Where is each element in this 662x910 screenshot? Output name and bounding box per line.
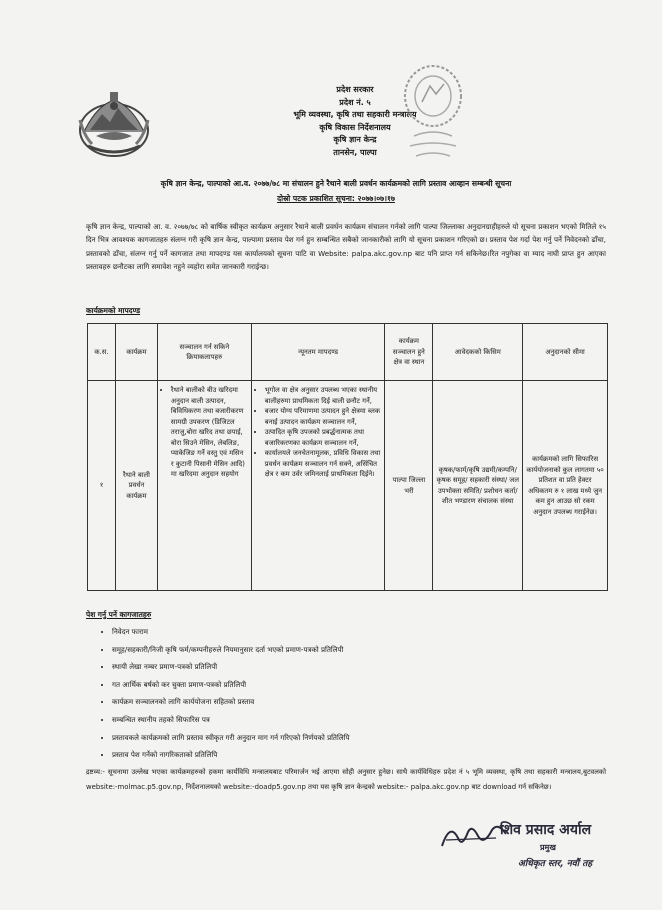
col-header-criteria: न्यूनतम मापदण्ड	[251, 324, 385, 381]
list-item: • सम्बन्धित स्थानीय तहको सिफारिस पत्र	[112, 711, 350, 729]
criteria-title: कार्यक्रमको मापदण्ड	[86, 306, 141, 315]
header-line-location: तानसेन, पाल्पा	[333, 147, 377, 157]
documents-list	[98, 623, 350, 764]
cell-sn: १	[88, 381, 116, 591]
criteria-table	[87, 323, 608, 591]
notice-edition: दोस्रो पटक प्रकाशित सूचना: २०७७।०७।१७	[277, 194, 395, 203]
header-line-directorate: कृषि विकास निर्देशनालय	[319, 122, 391, 132]
notice-body-paragraph: कृषि ज्ञान केन्द्र, पाल्पाको आ. व. २०७७/७८ को बार्षिक स्वीकृत कार्यक्रम अनुसार रैथाने बाली प्रवर्धन कार्यक्रम संचालन गर्नको लागि पाल्पा जिल्लाका अनुदानग्राहीहरुले यो सूचना प्रकाशन भएको मितिले १५ दिन भित्र आवश्यक कागजातहरु संलग्न गरी कृषि ज्ञान केन्द्र, पाल्पामा प्रस्ताव पेश गर्न हुन सम्बन्धित सबैको जानकारीको लागि यो सूचना प्रकाशन गरिएको छ। प्रस्ताव पेश गर्दा पेश गर्नु पर्ने निवेदनको ढाँचा, प्रस्तावको ढाँचा, संलग्न गर्नु पर्ने कागजात तथा मापदण्ड यस कार्यालयको सूचना पाटि वा Website: palpa.akc.gov.np बाट पनि प्राप्त गर्न सकिनेछ।रित नपुगेका वा म्याद नाघी प्राप्त हुन आएका प्रस्तावहरु छनौटका लागि समावेश नहुने व्यहोरा समेत जानकारी गराईन्छ।	[86, 222, 606, 272]
criteria-item: • बजार योग्य परिमाणमा उत्पादन हुने क्षेत्रमा ब्लक बनाई उत्पादन कार्यक्रम सञ्चालन गर्ने,	[265, 406, 382, 427]
notice-subject: कृषि ज्ञान केन्द्र, पाल्पाको आ.व. २०७७/७८ मा संचालन हुने रैथाने बाली प्रवर्धन कार्यक्रमको लागि प्रस्ताव आव्हान सम्बन्धी सूचना	[160, 179, 512, 188]
signatory-title: प्रमुख	[540, 843, 556, 852]
activity-item: • रैथाने बालीको बीउ खरिदमा अनुदान बाली उत्पादन, बिविधिकरण तथा बजारीकरण सामग्री उपकरण (डिजिटल तराजु,बोरा खरिद तथा छपाई, बोरा सिउने मेसिन, लेबलिङ, प्याकेजिङ गर्ने वस्तु एवं मसिन र कुटानी पिसानी मेसिन आदि) मा खरिदमा अनुदान सहयोग	[171, 385, 248, 480]
list-item: • गत आर्थिक बर्षको कर चुक्ता प्रमाण-पत्रको प्रतिलिपी	[112, 676, 350, 694]
table-row	[88, 381, 608, 591]
signatory-rank: अधिकृत स्तर, नवौं तह	[518, 859, 593, 869]
col-header-grant-limit: अनुदानको सीमा	[523, 324, 608, 381]
header-line-province-number: प्रदेश नं. ५	[339, 97, 371, 107]
cell-criteria	[251, 381, 385, 591]
header-line-knowledge-centre: कृषि ज्ञान केन्द्र	[333, 135, 377, 144]
col-header-sn: क.स.	[88, 324, 116, 381]
office-seal-stamp	[400, 62, 466, 162]
header-line-ministry: भूमि व्यवस्था, कृषि तथा सहकारी मन्त्रालय	[293, 110, 417, 119]
list-item: • समूह/सहकारी/निजी कृषि फर्म/कम्पनीहरुले नियमानुसार दर्ता भएको प्रमाण-पत्रको प्रतिलिपी	[112, 641, 350, 659]
header-line-province-government: प्रदेश सरकार	[336, 85, 374, 94]
cell-applicant: कृषक/फार्म/कृषि उद्यमी/कम्पनि/ कृषक समूह/ सहकारी संस्था/ जल उपभोक्ता समिति/ प्रशोधन कर्ता/ शीत भण्डारण संचालक संस्था	[433, 381, 523, 591]
criteria-item: • उत्पादित कृषि उपजको प्रबर्द्धनात्मक तथा बजारिकरणका कार्यक्रम सञ्चालन गर्ने,	[265, 427, 382, 448]
cell-program: रैथाने बाली प्रवर्धन कार्यक्रम	[115, 381, 157, 591]
cell-grant-limit: कार्यक्रमको लागि सिफारिस कार्ययोजनाको कुल लागतमा ५० प्रतिशत वा प्रति हेक्टर अधिकतम रु १ लाख मध्ये जुन कम हुन आउछ सो रकम अनुदान उपलब्ध गराईनेछ।	[523, 381, 608, 591]
nepal-emblem-icon	[76, 86, 152, 162]
criteria-item: • भूगोल वा क्षेत्र अनुसार उपलब्ध भएका स्थानीय बालीहरुमा प्राथमिकता दिई बाली छनौट गर्ने,	[265, 385, 382, 406]
cell-activities	[157, 381, 251, 591]
col-header-program: कार्यक्रम	[115, 324, 157, 381]
criteria-item: • कार्यालयले जनचेतनामूलक, प्रविधि विकास तथा प्रवर्धन कार्यक्रम सञ्चालन गर्न सक्ने, असिंचित क्षेत्र र कम उर्वर जमिनलाई प्राथमिकता दिईने।	[265, 448, 382, 480]
signatory-name: शिव प्रसाद अर्याल	[500, 822, 592, 838]
col-header-applicant: आवेदकको किसिम	[433, 324, 523, 381]
list-item: • स्थायी लेखा नम्बर प्रमाण-पत्रको प्रतिलिपी	[112, 658, 350, 676]
note-paragraph: द्रष्टव्य:- सूचनामा उल्लेख भएका कार्यक्रमहरुको हकमा कार्यविधि मन्त्रालयबाट परिमार्जन भई आएमा सोही अनुसार हुनेछ। साथै कार्यविधिहरु प्रदेश नं ५ भूमि व्यवस्था, कृषि तथा सहकारी मन्त्रालय,बुटवलको website:-molmac.p5.gov.np, निर्देशनालयको website:-doadp5.gov.np तथा यस कृषि ज्ञान केन्द्रको website:- palpa.akc.gov.np बाट download गर्न सकिनेछ।	[86, 768, 606, 791]
col-header-area: कार्यक्रम सञ्चालन हुने क्षेत्र वा स्थान	[385, 324, 433, 381]
cell-area: पाल्पा जिल्ला भरी	[385, 381, 433, 591]
list-item: • प्रस्तावकले कार्यक्रमको लागि प्रस्ताव स्वीकृत गरी अनुदान माग गर्न गरिएको निर्णयको प्रतिलिपि	[112, 729, 350, 747]
list-item: • निवेदन फाराम	[112, 623, 350, 641]
criteria-table-header-row	[88, 324, 608, 381]
col-header-activities: सञ्चालन गर्न सकिने क्रियाकलापहरु	[157, 324, 251, 381]
list-item: • कार्यक्रम सञ्चालनको लागि कार्ययोजना सहितको प्रस्ताव	[112, 693, 350, 711]
list-item: • प्रस्ताव पेश गर्नेको नागरिकताको प्रतिलिपि	[112, 746, 350, 764]
documents-title: पेश गर्नु पर्ने कागजातहरु	[86, 610, 152, 619]
